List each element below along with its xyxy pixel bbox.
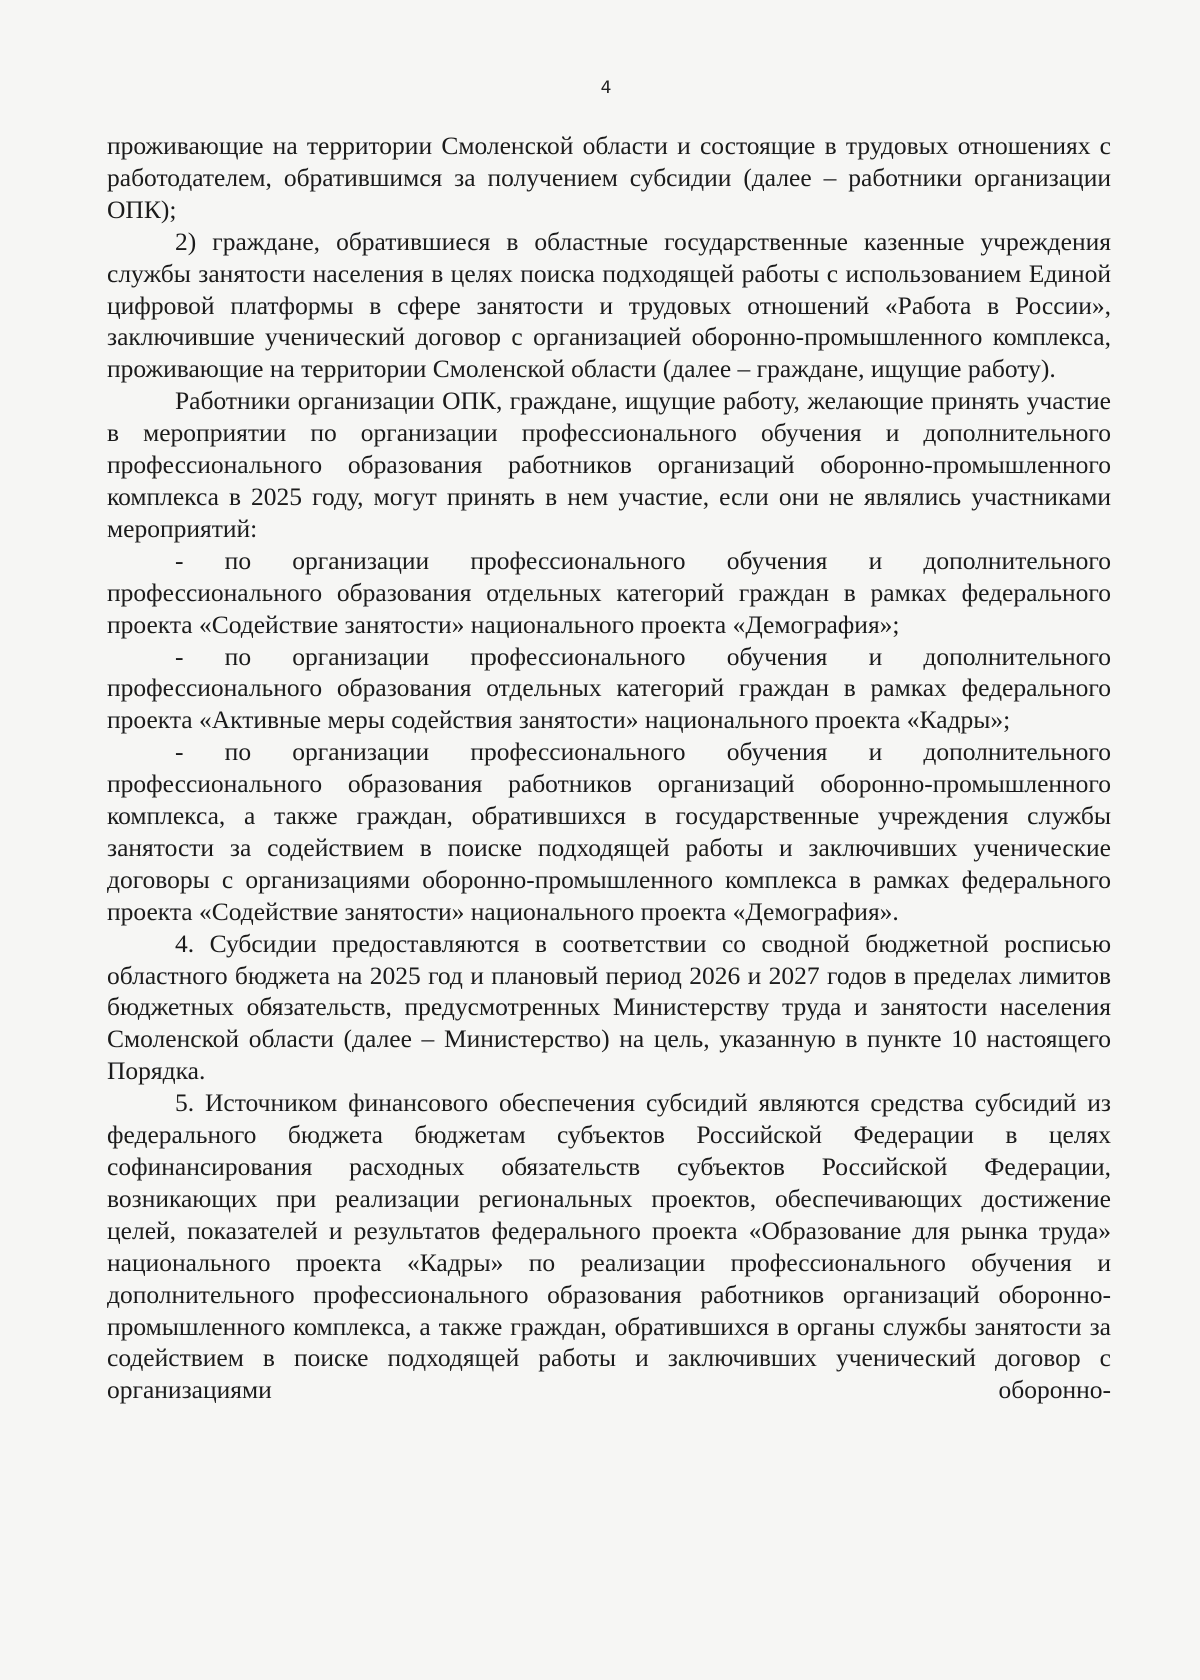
paragraph-item-2: 2) граждане, обратившиеся в областные государственные казенные учреждения службы занятости населения в целях поиска подходящей работы с использованием Единой цифровой платформы в сфере занятости и трудовых отношений «Работа в России», заключившие ученический договор с организацией оборонно-промышленного комплекса, проживающие на территории Смоленской области (далее – граждане, ищущие работу). bbox=[107, 226, 1111, 384]
paragraph-clause-4: 4. Субсидии предоставляются в соответствии со сводной бюджетной росписью областного бюджета на 2025 год и плановый период 2026 и 2027 годов в пределах лимитов бюджетных обязательств, предусмотренных Министерству труда и занятости населения Смоленской области (далее – Министерство) на цель, указанную в пункте 10 настоящего Порядка. bbox=[107, 928, 1111, 1086]
paragraph-clause-5: 5. Источником финансового обеспечения субсидий являются средства субсидий из федерального бюджета бюджетам субъектов Российской Федерации в целях софинансирования расходных обязательств субъектов Российской Федерации, возникающих при реализации региональных проектов, обеспечивающих достижение целей, показателей и результатов федерального проекта «Образование для рынка труда» национального проекта «Кадры» по реализации профессионального обучения и дополнительного профессионального образования работников организаций оборонно-промышленного комплекса, а также граждан, обратившихся в органы службы занятости за содействием в поиске подходящей работы и заключивших ученический договор с организациями оборонно- bbox=[107, 1088, 1111, 1405]
list-item-opk: - по организации профессионального обучения и дополнительного профессионального образования работников организаций оборонно-промышленного комплекса, а также граждан, обратившихся в государственные учреждения службы занятости за содействием в поиске подходящей работы и заключивших ученические договоры с организациями оборонно-промышленного комплекса в рамках федерального проекта «Содействие занятости» национального проекта «Демография». bbox=[107, 737, 1111, 926]
page-number: 4 bbox=[600, 78, 612, 98]
paragraph-participation-conditions: Работники организации ОПК, граждане, ищущие работу, желающие принять участие в мероприятии по организации профессионального обучения и дополнительного профессионального образования работников организаций оборонно-промышленного комплекса в 2025 году, могут принять в нем участие, если они не являлись участниками мероприятий: bbox=[107, 386, 1111, 543]
document-body bbox=[107, 130, 1111, 1406]
list-item-demography: - по организации профессионального обучения и дополнительного профессионального образования отдельных категорий граждан в рамках федерального проекта «Содействие занятости» национального проекта «Демография»; bbox=[107, 545, 1111, 639]
list-item-kadry: - по организации профессионального обучения и дополнительного профессионального образования отдельных категорий граждан в рамках федерального проекта «Активные меры содействия занятости» национального проекта «Кадры»; bbox=[107, 641, 1111, 735]
paragraph-continuation: проживающие на территории Смоленской области и состоящие в трудовых отношениях с работодателем, обратившимся за получением субсидии (далее – работники организации ОПК); bbox=[107, 131, 1111, 224]
